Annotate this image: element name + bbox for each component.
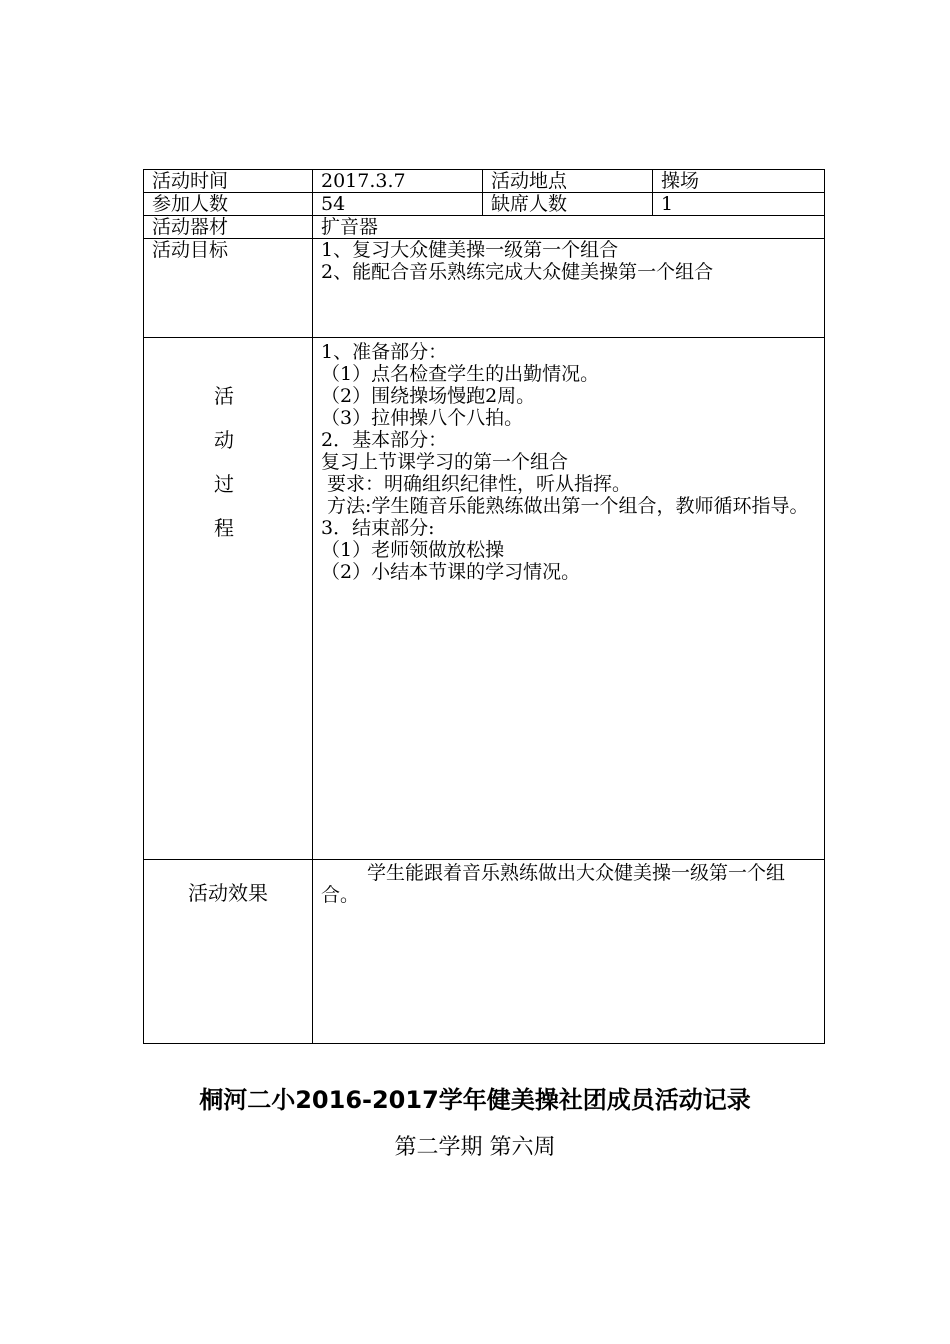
process-line: 1、准备部分： xyxy=(321,341,448,363)
process-label-char: 程 xyxy=(214,516,234,540)
process-line: 复习上节课学习的第一个组合 xyxy=(321,451,569,473)
place-value: 操场 xyxy=(653,170,825,193)
process-label-char: 过 xyxy=(214,472,234,496)
process-label-char: 动 xyxy=(214,428,234,452)
process-content xyxy=(313,338,825,860)
process-line: （1）点名检查学生的出勤情况。 xyxy=(321,363,600,385)
time-label: 活动时间 xyxy=(144,170,313,193)
row-attendance xyxy=(144,193,825,216)
process-line: （3）拉伸操八个八拍。 xyxy=(321,407,524,429)
process-line: （2）围绕操场慢跑2周。 xyxy=(321,385,536,407)
goal-content xyxy=(313,239,825,338)
goal-line: 2、能配合音乐熟练完成大众健美操第一个组合 xyxy=(321,261,714,283)
effect-label: 活动效果 xyxy=(144,860,313,1044)
time-value: 2017.3.7 xyxy=(313,170,483,193)
effect-content: 学生能跟着音乐熟练做出大众健美操一级第一个组合。 xyxy=(313,860,825,1044)
row-effect xyxy=(144,860,825,1044)
equipment-value: 扩音器 xyxy=(313,216,825,239)
attend-value: 54 xyxy=(313,193,483,216)
activity-record-table xyxy=(143,169,825,1044)
process-line: 2．基本部分： xyxy=(321,429,448,451)
process-line: 方法:学生随音乐能熟练做出第一个组合，教师循环指导。 xyxy=(321,495,809,517)
attend-label: 参加人数 xyxy=(144,193,313,216)
document-title: 桐河二小2016-2017学年健美操社团成员活动记录 xyxy=(199,1086,751,1114)
row-equipment xyxy=(144,216,825,239)
process-line: （2）小结本节课的学习情况。 xyxy=(321,561,581,583)
equipment-label: 活动器材 xyxy=(144,216,313,239)
document-subtitle: 第二学期 第六周 xyxy=(394,1135,556,1160)
process-line: （1）老师领做放松操 xyxy=(321,539,505,561)
process-label-char: 活 xyxy=(214,384,234,408)
row-goal xyxy=(144,239,825,338)
absent-value: 1 xyxy=(653,193,825,216)
goal-line: 1、复习大众健美操一级第一个组合 xyxy=(321,239,619,261)
place-label: 活动地点 xyxy=(483,170,653,193)
row-process xyxy=(144,338,825,860)
process-line: 要求：明确组织纪律性，听从指挥。 xyxy=(321,473,632,495)
process-line: 3．结束部分: xyxy=(321,517,435,539)
goal-label: 活动目标 xyxy=(144,239,313,338)
absent-label: 缺席人数 xyxy=(483,193,653,216)
row-time-place xyxy=(144,170,825,193)
process-label xyxy=(144,338,313,860)
